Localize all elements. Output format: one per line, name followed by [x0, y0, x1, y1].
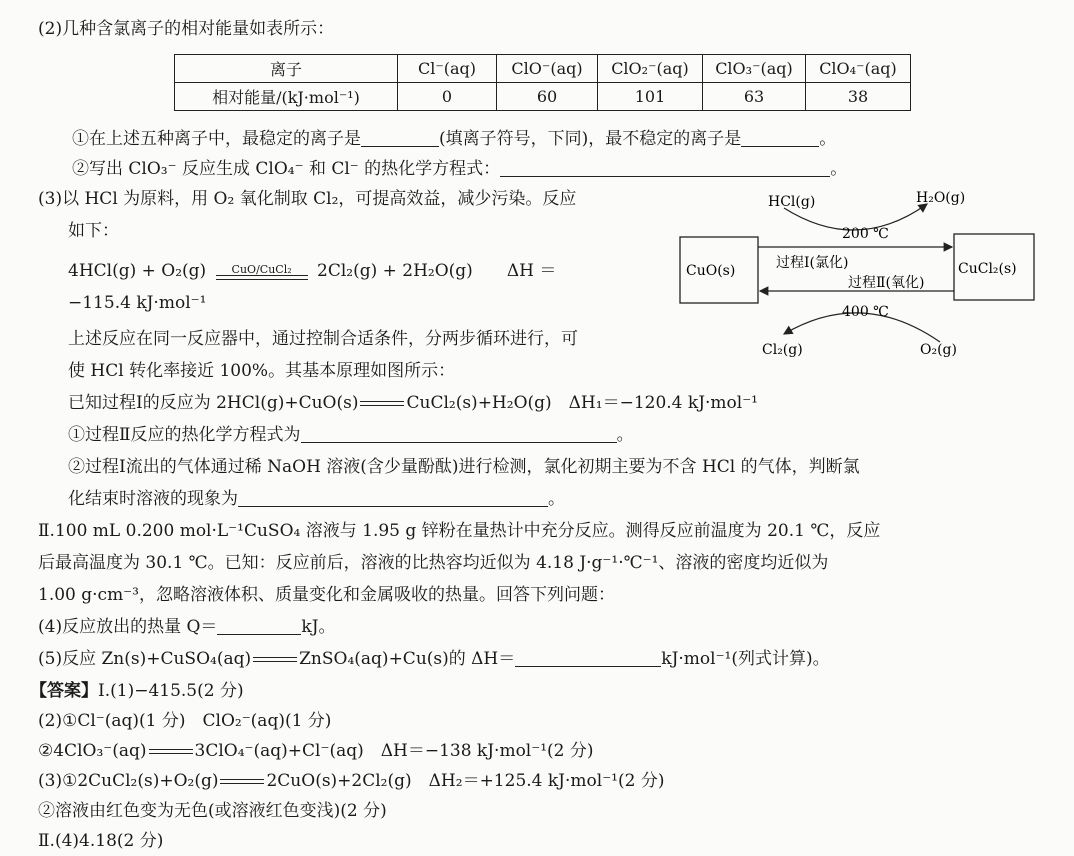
answer-blank[interactable]	[238, 488, 548, 507]
answer-line2: (2)①Cl⁻(aq)(1 分) ClO₂⁻(aq)(1 分)	[38, 711, 332, 731]
table-cell: 60	[497, 83, 598, 111]
table-cell: ClO₄⁻(aq)	[806, 55, 911, 83]
table-header-energy: 相对能量/(kJ·mol⁻¹)	[175, 83, 398, 111]
q2-part1-text-a: ①在上述五种离子中，最稳定的离子是	[72, 129, 361, 149]
q3-line3: 上述反应在同一反应器中，通过控制合适条件，分两步循环进行，可	[68, 329, 578, 349]
process-diagram	[672, 184, 1074, 364]
q2-intro: (2)几种含氯离子的相对能量如表所示：	[38, 19, 335, 39]
cl2-label: Cl₂(g)	[762, 342, 803, 358]
q3-line5	[68, 390, 758, 416]
table-header-ion: 离子	[175, 55, 398, 83]
answer-line4	[38, 768, 664, 794]
q2-part2: ②写出 ClO₃⁻ 反应生成 ClO₄⁻ 和 Cl⁻ 的热化学方程式： 。	[72, 159, 848, 179]
table-cell: Cl⁻(aq)	[398, 55, 497, 83]
table-cell: ClO₂⁻(aq)	[598, 55, 703, 83]
process-1-label: 过程Ⅰ(氯化)	[776, 255, 849, 271]
table-cell: ClO⁻(aq)	[497, 55, 598, 83]
table-cell: 63	[703, 83, 806, 111]
q5-text-a: (5)反应 Zn(s)+CuSO₄(aq)	[38, 649, 252, 669]
partII-line2: 后最高温度为 30.1 ℃。已知：反应前后，溶液的比热容均近似为 4.18 J·g⁻¹·℃⁻¹、溶液的密度均近似为	[38, 553, 829, 573]
answer-blank[interactable]	[217, 616, 301, 635]
table-cell: 0	[398, 83, 497, 111]
q3-equation-dh: −115.4 kJ·mol⁻¹	[68, 293, 207, 313]
answer-line3	[38, 738, 594, 764]
temp-200-label: 200 ℃	[842, 226, 889, 242]
cucl2-label: CuCl₂(s)	[958, 261, 1017, 277]
equation-right: 2Cl₂(g) + 2H₂O(g) ΔH ＝	[317, 261, 557, 281]
q3-line4: 使 HCl 转化率接近 100%。其基本原理如图所示：	[68, 361, 456, 381]
temp-400-label: 400 ℃	[842, 304, 889, 320]
q5-unit: kJ·mol⁻¹(列式计算)。	[661, 649, 830, 669]
table-cell: ClO₃⁻(aq)	[703, 55, 806, 83]
answer-3-left: ②4ClO₃⁻(aq)	[38, 741, 147, 761]
q3-part2-text: 化结束时溶液的现象为	[68, 489, 238, 509]
answer-blank[interactable]	[361, 128, 439, 147]
process-2-label: 过程Ⅱ(氧化)	[848, 275, 925, 291]
equation-left: 4HCl(g) + O₂(g)	[68, 261, 207, 281]
cuo-label: CuO(s)	[686, 263, 736, 279]
equation-arrow	[212, 259, 312, 285]
q2-part2-text: ②写出 ClO₃⁻ 反应生成 ClO₄⁻ 和 Cl⁻ 的热化学方程式：	[72, 159, 501, 179]
q3-line5-text-a: 已知过程Ⅰ的反应为 2HCl(g)+CuO(s)	[68, 393, 359, 413]
partII-line3: 1.00 g·cm⁻³，忽略溶液体积、质量变化和金属吸收的热量。回答下列问题：	[38, 585, 615, 605]
q3-part2: ②过程Ⅰ流出的气体通过稀 NaOH 溶液(含少量酚酞)进行检测，氯化初期主要为不含 HCl 的气体，判断氯	[68, 457, 860, 477]
q3-equation	[68, 258, 556, 285]
hcl-label: HCl(g)	[768, 194, 816, 210]
q2-part1-text-b: (填离子符号，下同)，最不稳定的离子是	[439, 129, 742, 149]
q4-text: (4)反应放出的热量 Q＝	[38, 617, 218, 637]
q4	[38, 614, 336, 640]
answer-blank[interactable]	[515, 648, 661, 667]
answer-4-right: 2CuO(s)+2Cl₂(g) ΔH₂＝+125.4 kJ·mol⁻¹(2 分)	[266, 771, 665, 791]
answer-line5: ②溶液由红色变为无色(或溶液红色变浅)(2 分)	[38, 801, 387, 821]
q3-line2: 如下：	[68, 221, 119, 241]
table-cell: 38	[806, 83, 911, 111]
q3-part1: ①过程Ⅱ反应的热化学方程式为 。	[68, 425, 634, 445]
answer-line6: Ⅱ.(4)4.18(2 分)	[38, 831, 164, 851]
answer-3-right: 3ClO₄⁻(aq)+Cl⁻(aq) ΔH＝−138 kJ·mol⁻¹(2 分)	[194, 741, 594, 761]
answer-blank[interactable]	[500, 158, 830, 177]
q3-part2-cont: 化结束时溶液的现象为 。	[68, 489, 565, 509]
answer-1: Ⅰ.(1)−415.5(2 分)	[98, 681, 244, 701]
q5	[38, 646, 830, 672]
o2-label: O₂(g)	[920, 342, 957, 358]
q5-text-b: ZnSO₄(aq)+Cu(s)的 ΔH＝	[299, 649, 516, 669]
q3-line1: (3)以 HCl 为原料，用 O₂ 氧化制取 Cl₂，可提高效益，减少污染。反应	[38, 189, 577, 209]
table-cell: 101	[598, 83, 703, 111]
answer-line1	[30, 678, 244, 704]
table-row	[175, 55, 911, 83]
q3-part1-text: ①过程Ⅱ反应的热化学方程式为	[68, 425, 301, 445]
q4-unit: kJ。	[301, 617, 336, 637]
q2-part1: ①在上述五种离子中，最稳定的离子是 (填离子符号，下同)，最不稳定的离子是 。	[72, 129, 837, 149]
answer-blank[interactable]	[741, 128, 819, 147]
h2o-label: H₂O(g)	[916, 190, 966, 206]
q3-line5-text-b: CuCl₂(s)+H₂O(g) ΔH₁＝−120.4 kJ·mol⁻¹	[406, 393, 758, 413]
table-row	[175, 83, 911, 111]
equation-condition: CuO/CuCl₂	[231, 262, 292, 276]
answer-label: 【答案】	[30, 681, 98, 701]
partII-line1: Ⅱ.100 mL 0.200 mol·L⁻¹CuSO₄ 溶液与 1.95 g 锌粉在量热计中充分反应。测得反应前温度为 20.1 ℃，反应	[38, 521, 881, 541]
answer-blank[interactable]	[301, 424, 617, 443]
ion-energy-table	[174, 54, 911, 111]
answer-4-left: (3)①2CuCl₂(s)+O₂(g)	[38, 771, 219, 791]
